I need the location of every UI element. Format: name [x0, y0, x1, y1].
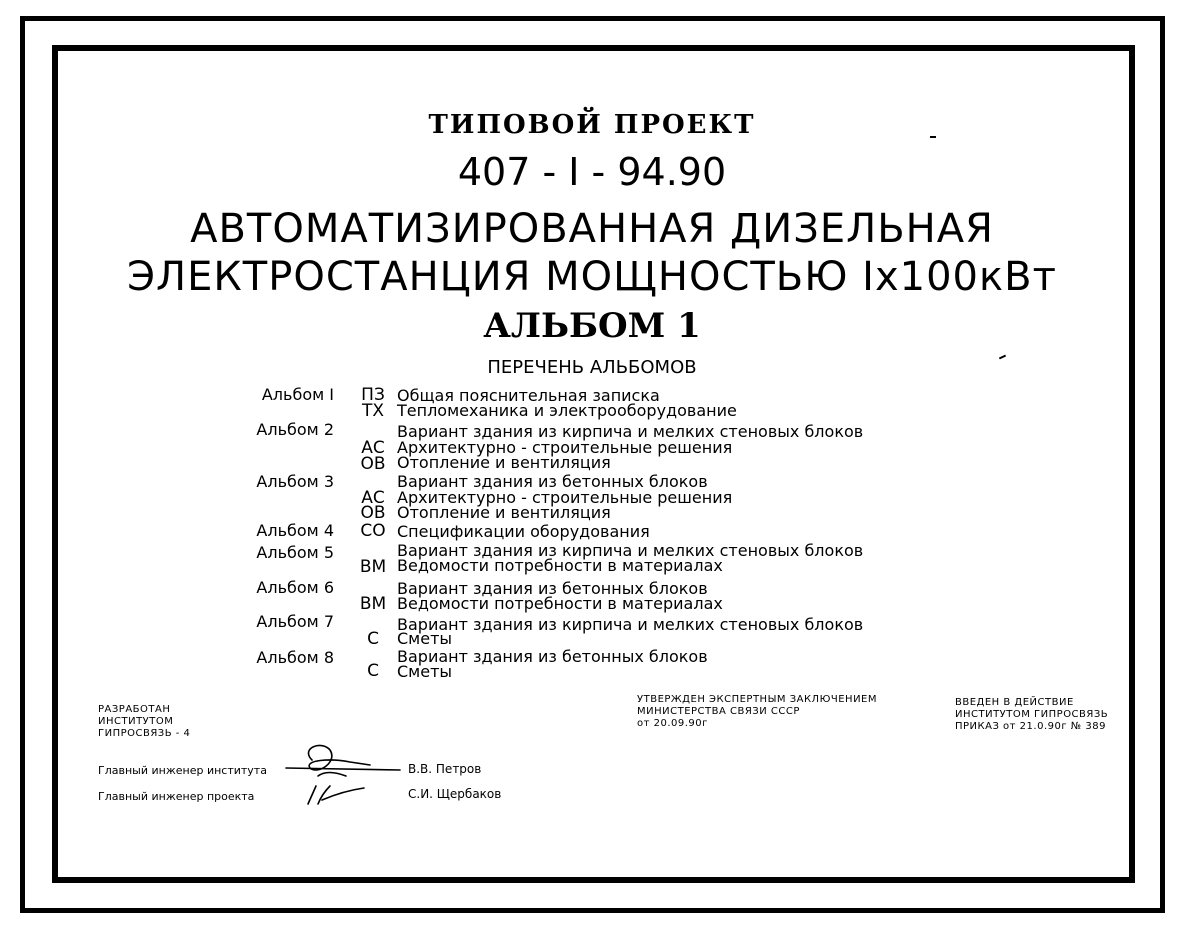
album-label: Альбом 8 — [256, 648, 334, 667]
section-code: АС — [361, 438, 385, 458]
signature-stroke — [308, 745, 370, 769]
variant-title: Вариант здания из кирпича и мелких стеновых блоков — [397, 615, 864, 634]
project-name-line1: АВТОМАТИЗИРОВАННАЯ ДИЗЕЛЬНАЯ — [190, 206, 994, 252]
variant-title: Вариант здания из кирпича и мелких стеновых блоков — [397, 422, 864, 441]
section-code: АС — [361, 488, 385, 508]
scan-speck — [930, 136, 936, 138]
signatory-name: В.В. Петров — [408, 762, 482, 776]
enactment-line: ИНСТИТУТОМ ГИПРОСВЯЗЬ — [955, 709, 1109, 720]
section-title: Спецификации оборудования — [397, 522, 650, 541]
section-code: С — [367, 629, 379, 649]
approval-line: УТВЕРЖДЕН ЭКСПЕРТНЫМ ЗАКЛЮЧЕНИЕМ — [637, 694, 877, 705]
section-title: Отопление и вентиляция — [397, 503, 611, 522]
section-title: Отопление и вентиляция — [397, 453, 611, 472]
section-code: С — [367, 661, 379, 681]
developed-line: ИНСТИТУТОМ — [98, 716, 174, 727]
album-label: Альбом I — [261, 385, 334, 404]
signature-stroke — [318, 773, 346, 776]
album-label: Альбом 2 — [256, 420, 334, 439]
section-title: Общая пояснительная записка — [397, 386, 660, 405]
section-code: ВМ — [359, 557, 387, 577]
section-title: Тепломеханика и электрооборудование — [397, 401, 737, 420]
project-kind: ТИПОВОЙ ПРОЕКТ — [428, 110, 756, 140]
album-label: Альбом 4 — [256, 521, 334, 540]
section-code: ТХ — [361, 401, 385, 421]
section-title: Архитектурно - строительные решения — [397, 488, 733, 507]
signatory-role: Главный инженер института — [98, 764, 267, 777]
album-label: Альбом 5 — [256, 543, 334, 562]
variant-title: Вариант здания из кирпича и мелких стеновых блоков — [397, 541, 864, 560]
variant-title: Вариант здания из бетонных блоков — [397, 579, 708, 598]
section-title: Ведомости потребности в материалах — [397, 556, 723, 575]
section-title: Ведомости потребности в материалах — [397, 594, 723, 613]
developed-line: РАЗРАБОТАН — [98, 704, 171, 715]
section-title: Архитектурно - строительные решения — [397, 438, 733, 457]
enactment-line: ПРИКАЗ от 21.0.90г № 389 — [955, 721, 1106, 732]
signature-line — [286, 768, 400, 770]
section-code: СО — [360, 521, 386, 541]
album-label: Альбом 7 — [256, 612, 334, 631]
section-code: ОВ — [360, 503, 386, 523]
signatory-role: Главный инженер проекта — [98, 790, 255, 803]
section-code: ОВ — [360, 454, 386, 474]
section-code: ВМ — [359, 594, 387, 614]
section-code: ПЗ — [361, 385, 385, 405]
approval-line: от 20.09.90г — [637, 718, 708, 729]
album-title: АЛЬБОМ 1 — [483, 306, 701, 346]
albums-list-heading: ПЕРЕЧЕНЬ АЛЬБОМОВ — [487, 357, 697, 378]
signatory-name: С.И. Щербаков — [408, 787, 502, 801]
variant-title: Вариант здания из бетонных блоков — [397, 647, 708, 666]
approval-line: МИНИСТЕРСТВА СВЯЗИ СССР — [637, 706, 800, 717]
project-code: 407 - I - 94.90 — [457, 150, 727, 194]
enactment-line: ВВЕДЕН В ДЕЙСТВИЕ — [955, 697, 1074, 708]
developed-line: ГИПРОСВЯЗЬ - 4 — [98, 728, 191, 739]
section-title: Сметы — [397, 629, 453, 648]
project-name-line2: ЭЛЕКТРОСТАНЦИЯ МОЩНОСТЬЮ Iх100кВт — [127, 254, 1057, 300]
variant-title: Вариант здания из бетонных блоков — [397, 472, 708, 491]
album-label: Альбом 3 — [256, 472, 334, 491]
album-label: Альбом 6 — [256, 578, 334, 597]
signature-stroke — [308, 786, 364, 804]
section-title: Сметы — [397, 662, 453, 681]
